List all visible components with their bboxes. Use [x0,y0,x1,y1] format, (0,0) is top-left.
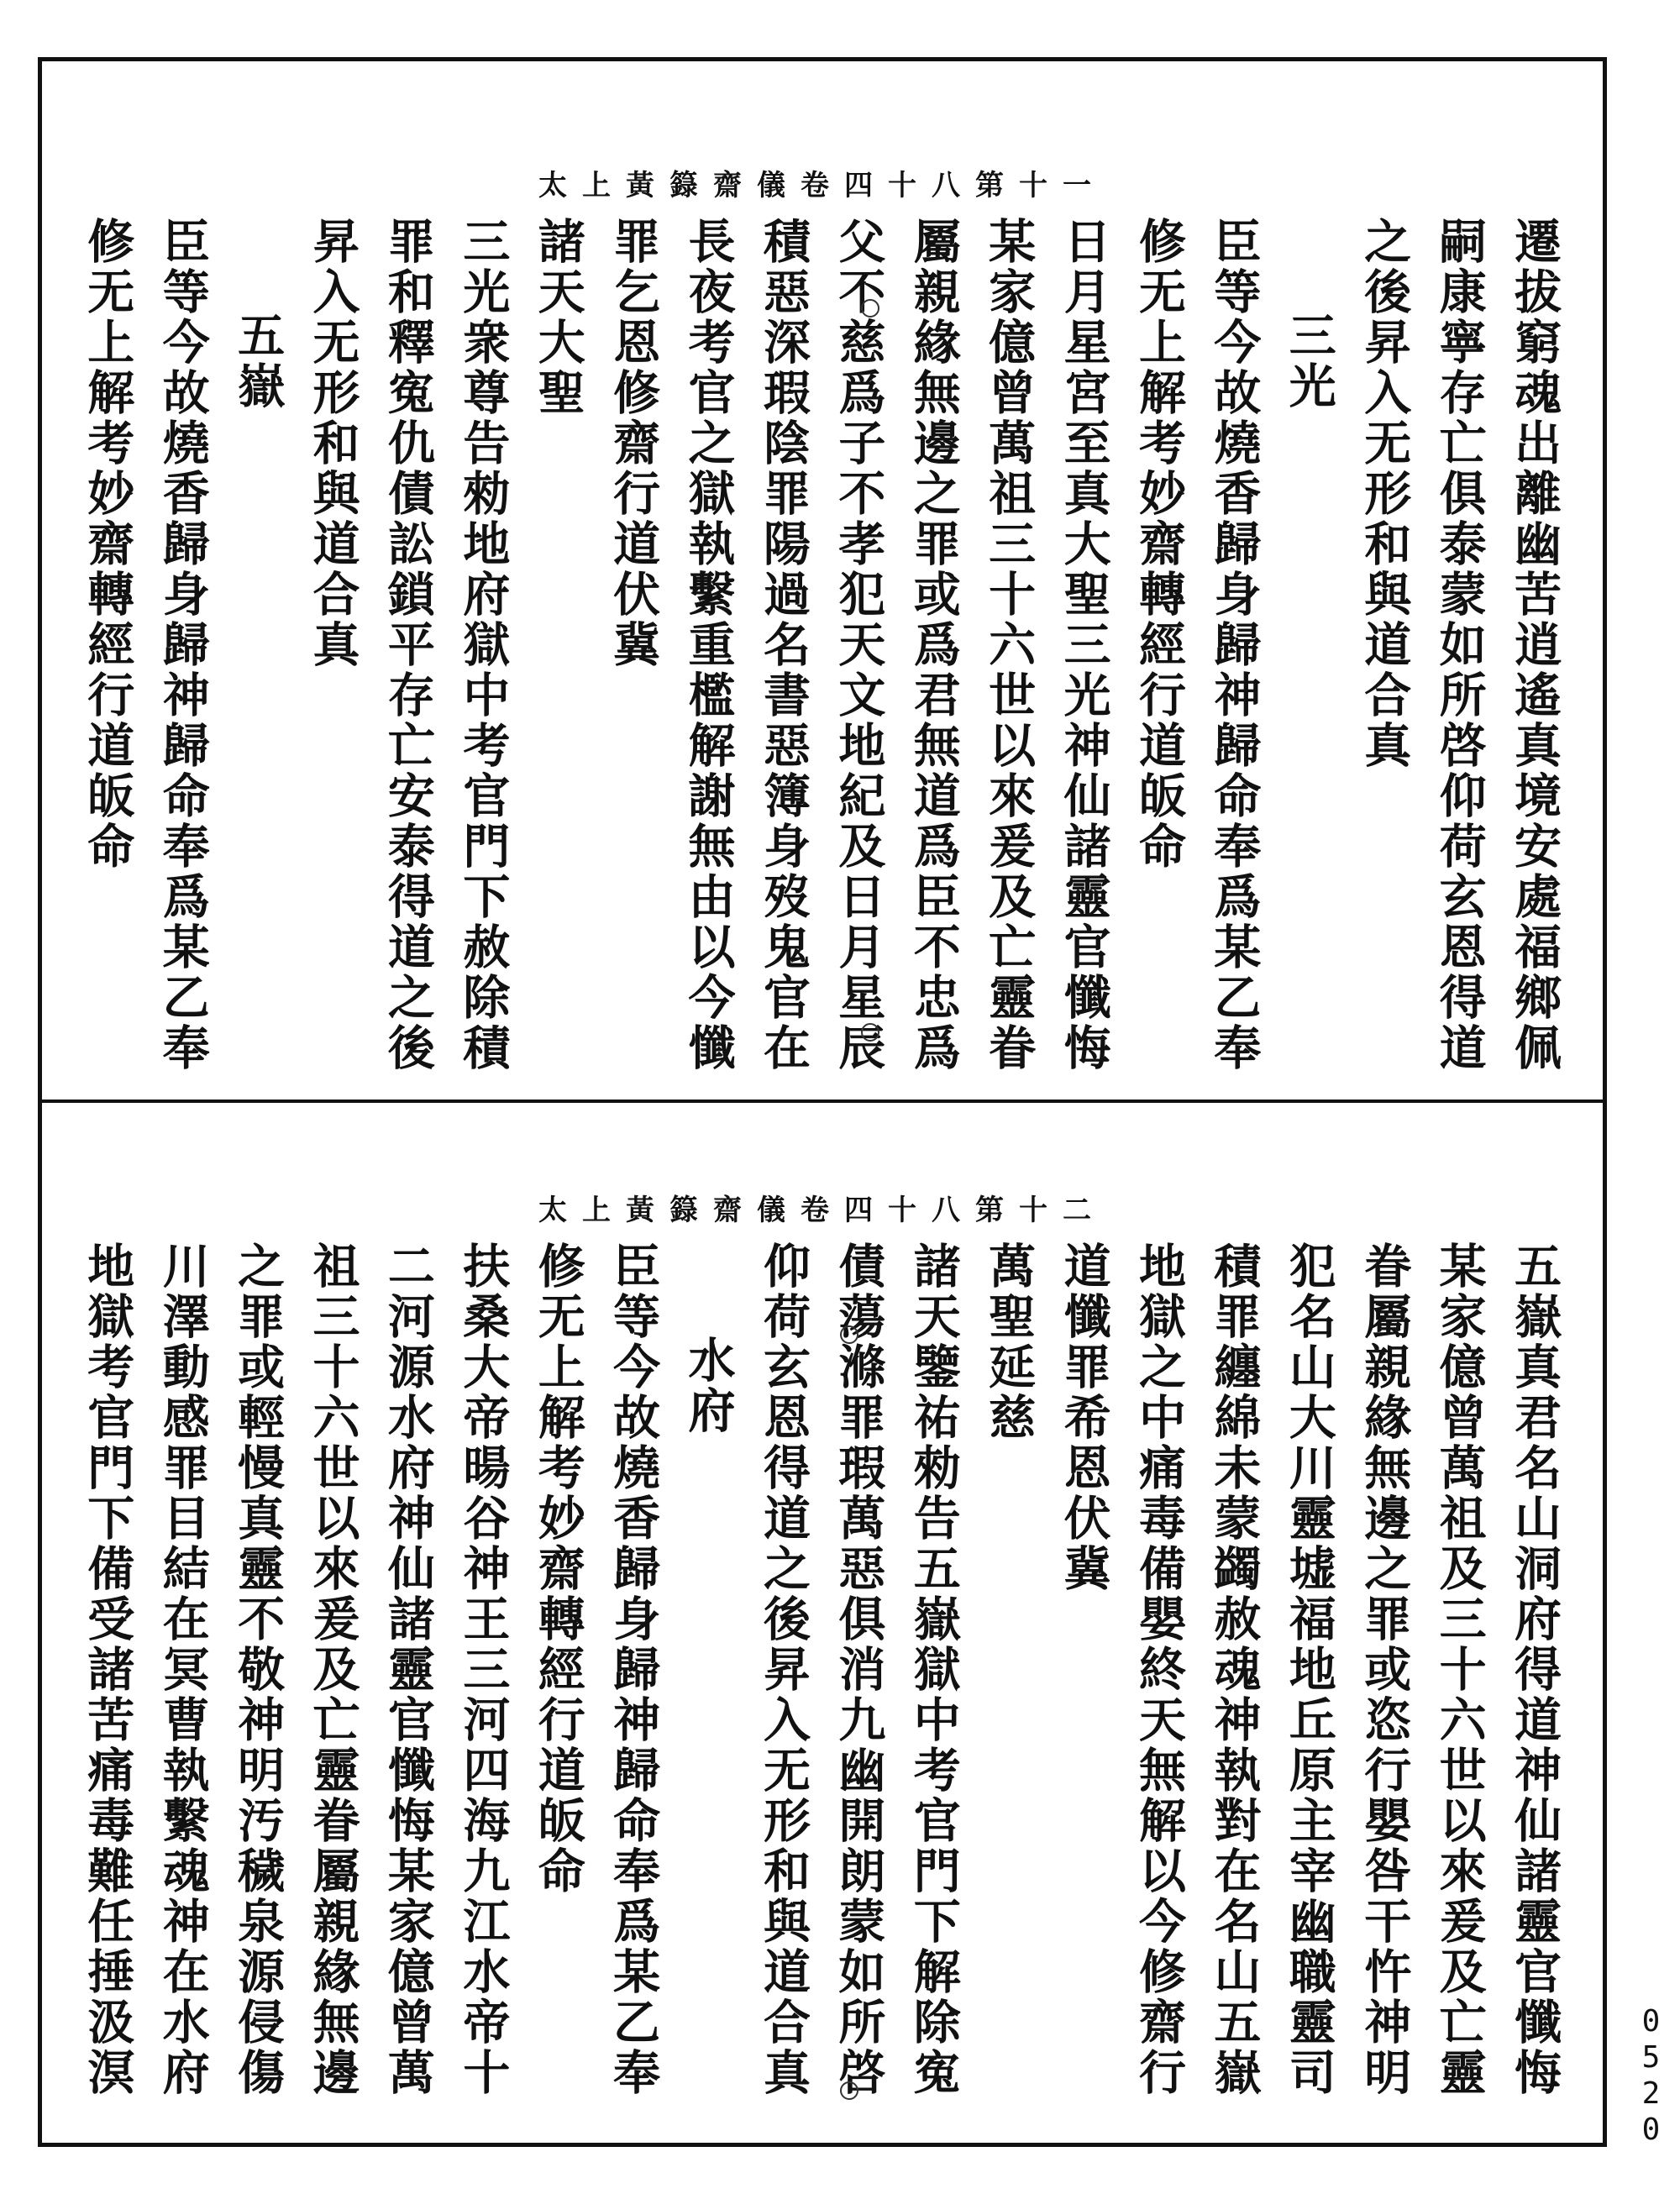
text-column: 罪乞恩修齋行道伏冀 [606,217,662,670]
text-column: 地獄之中痛毒備嬰終天無解以今修齋行 [1131,1241,1187,2098]
text-column: 日月星宮至真大聖三光神仙諸靈官懺悔 [1056,217,1112,1073]
section-heading: 水府 [680,1336,737,1436]
text-column: 某家億曾萬祖三十六世以來爰及亡靈眷 [981,217,1037,1073]
text-column: 眷屬親緣無邊之罪或恣行嬰咎干忤神明 [1357,1241,1413,2098]
text-column: 臣等今故燒香歸身歸神歸命奉爲某乙奉 [606,1241,662,2098]
text-column: 屬親緣無邊之罪或爲君無道爲臣不忠爲 [906,217,962,1073]
circle-mark [861,1023,879,1042]
text-column: 諸天鑒祐勑告五嶽獄中考官門下解除寃 [906,1241,962,2098]
text-column: 罪和釋寃仇債訟鎖平存亡安泰得道之後 [380,217,436,1073]
page-number: 0520 [1634,2004,1668,2149]
text-column: 債蕩滌罪瑕萬惡俱消九幽開朗蒙如所啓 [831,1241,887,2098]
bottom-page [42,1103,1603,2143]
text-column: 某家億曾萬祖及三十六世以來爰及亡靈 [1431,1241,1488,2098]
top-page-header: 太上黃籙齋儀卷四十八第十一 [538,169,1106,202]
text-column: 萬聖延慈 [981,1241,1037,1443]
text-column: 扶桑大帝暘谷神王三河四海九江水帝十 [455,1241,512,2098]
text-column: 昇入无形和與道合真 [305,217,361,670]
bottom-page-columns [76,1241,1569,2118]
top-page-columns [76,217,1569,1074]
text-column: 遷拔窮魂出離幽苦逍遙真境安處福鄉佩 [1507,217,1562,1073]
circle-mark [840,1325,858,1344]
text-column: 修无上解考妙齋轉經行道皈命 [530,1241,586,1897]
text-column: 積罪纏綿未蒙蠲赦魂神執對在名山五嶽 [1206,1241,1263,2098]
circle-mark [861,299,879,318]
text-column: 川澤動感罪目結在冥曹執繫魂神在水府 [155,1241,211,2098]
text-column: 道懺罪希恩伏冀 [1056,1241,1112,1594]
text-column: 臣等今故燒香歸身歸神歸命奉爲某乙奉 [155,217,211,1073]
text-column: 臣等今故燒香歸身歸神歸命奉爲某乙奉 [1206,217,1263,1073]
text-column: 二河源水府神仙諸靈官懺悔某家億曾萬 [380,1241,436,2098]
text-column: 嗣康寧存亡俱泰蒙如所啓仰荷玄恩得道 [1431,217,1488,1073]
page-frame [38,57,1607,2147]
circle-mark [840,2081,858,2100]
section-heading: 五嶽 [230,311,286,412]
top-page [42,61,1603,1103]
text-column: 長夜考官之獄執繫重檻解謝無由以今懺 [680,217,737,1073]
text-column: 修无上解考妙齋轉經行道皈命 [80,217,136,872]
text-column: 三光衆尊告勑地府獄中考官門下赦除積 [455,217,512,1073]
text-column: 父不慈爲子不孝犯天文地紀及日月星辰 [831,217,887,1073]
text-column: 五嶽真君名山洞府得道神仙諸靈官懺悔 [1507,1241,1562,2098]
text-column: 積惡深瑕陰罪陽過名書惡簿身歿鬼官在 [755,217,811,1073]
text-column: 仰荷玄恩得道之後昇入无形和與道合真 [755,1241,811,2098]
text-column: 祖三十六世以來爰及亡靈眷屬親緣無邊 [305,1241,361,2098]
bottom-page-header: 太上黃籙齋儀卷四十八第十二 [538,1194,1106,1227]
text-column: 之罪或輕慢真靈不敬神明汚穢泉源侵傷 [230,1241,286,2098]
text-column: 地獄考官門下備受諸苦痛毒難任捶汲溟 [80,1241,136,2098]
text-column: 修无上解考妙齋轉經行道皈命 [1131,217,1187,872]
text-column: 犯名山大川靈墟福地丘原主宰幽職靈司 [1281,1241,1337,2098]
text-column: 諸天大聖 [530,217,586,418]
section-heading: 三光 [1281,311,1337,412]
text-column: 之後昇入无形和與道合真 [1357,217,1413,771]
